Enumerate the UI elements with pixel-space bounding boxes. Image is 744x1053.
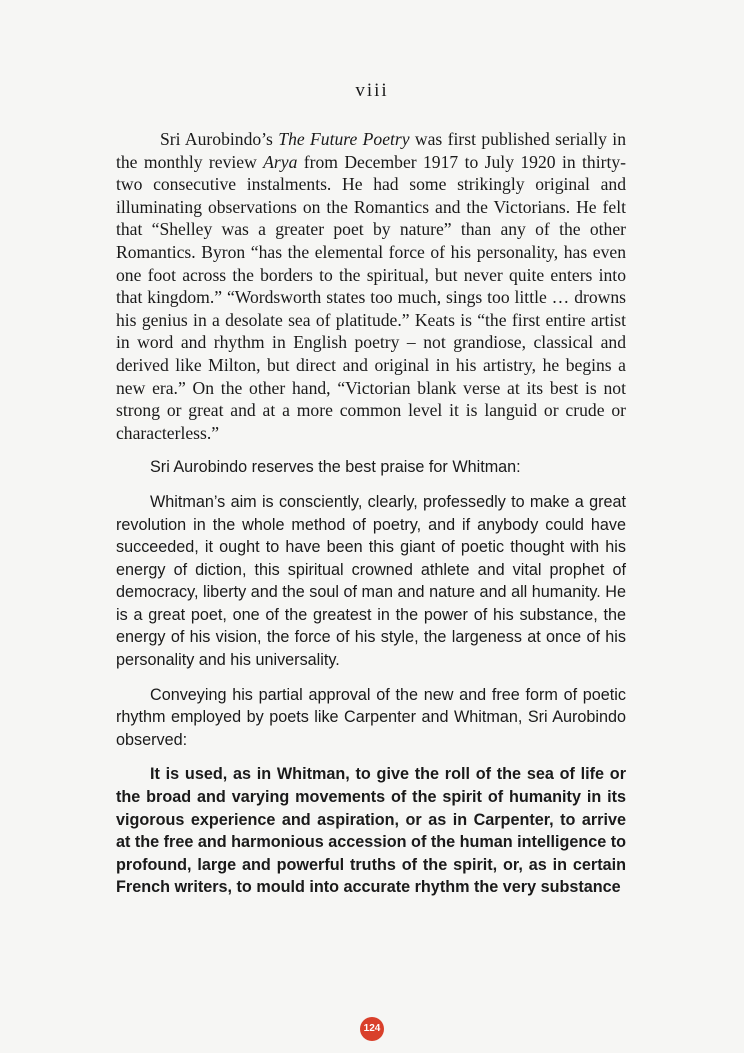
quote-free-rhythm: It is used, as in Whitman, to give the roll of the sea of life or the broad and varying movements of the spirit of humanity in its vigorous experience and aspiration, or as in Carpenter, to arrive at the free and harmonious accession of the human intelligence to profound, large and powerful truths of the spirit, or, as in certain French writers, to mould into accurate rhythm the very substance [116, 765, 627, 897]
paragraph-whitman-intro: Sri Aurobindo reserves the best praise for Whitman: [150, 458, 521, 477]
page-number-roman: viii [355, 80, 389, 101]
paragraph-text: Sri Aurobindo’s [160, 129, 279, 149]
paragraph-future-poetry [116, 128, 626, 444]
quote-whitman: Whitman’s aim is consciently, clearly, professedly to make a great revolution in the whole method of poetry, and if anybody could have succeeded, it ought to have been this giant of poetic thought with his energy of diction, this spiritual crowned athlete and vital prophet of democracy, liberty and the soul of man and nature and all humanity. He is a great poet, one of the greatest in the power of his substance, the energy of his vision, the force of his style, the largeness at once of his personality and his universality. [116, 492, 626, 670]
paragraph-text: from December 1917 to July 1920 in thirty-two consecutive instalments. He had some strikingly original and illuminating observations on the Romantics and the Victorians. He felt that “Shelley was a greater poet by nature” than any of the other Romantics. Byron “has the elemental force of his personality, has even one foot across the borders to the spiritual, but never quite enters into that kingdom.” “Wordsworth states too much, sings too little … drowns his genius in a desolate sea of platitude.” Keats is “the first entire artist in word and rhythm in English poetry – not grandiose, classical and derived like Milton, but direct and original in his artistry, he begins a new era.” On the other hand, “Victorian blank verse at its best is not strong or great and at a more common level it is languid or crude or characterless.” [116, 151, 626, 443]
journal-title-arya: Arya [263, 151, 298, 172]
paragraph-text: was first published serially in the monthly review [116, 129, 626, 172]
book-title-future-poetry: The Future Poetry [278, 129, 410, 149]
paragraph-free-rhythm: Conveying his partial approval of the new and free form of poetic rhythm employed by poets like Carpenter and Whitman, Sri Aurobindo observed: [116, 685, 626, 749]
page-body [116, 128, 626, 899]
page-number-badge: 124 [360, 1017, 384, 1041]
